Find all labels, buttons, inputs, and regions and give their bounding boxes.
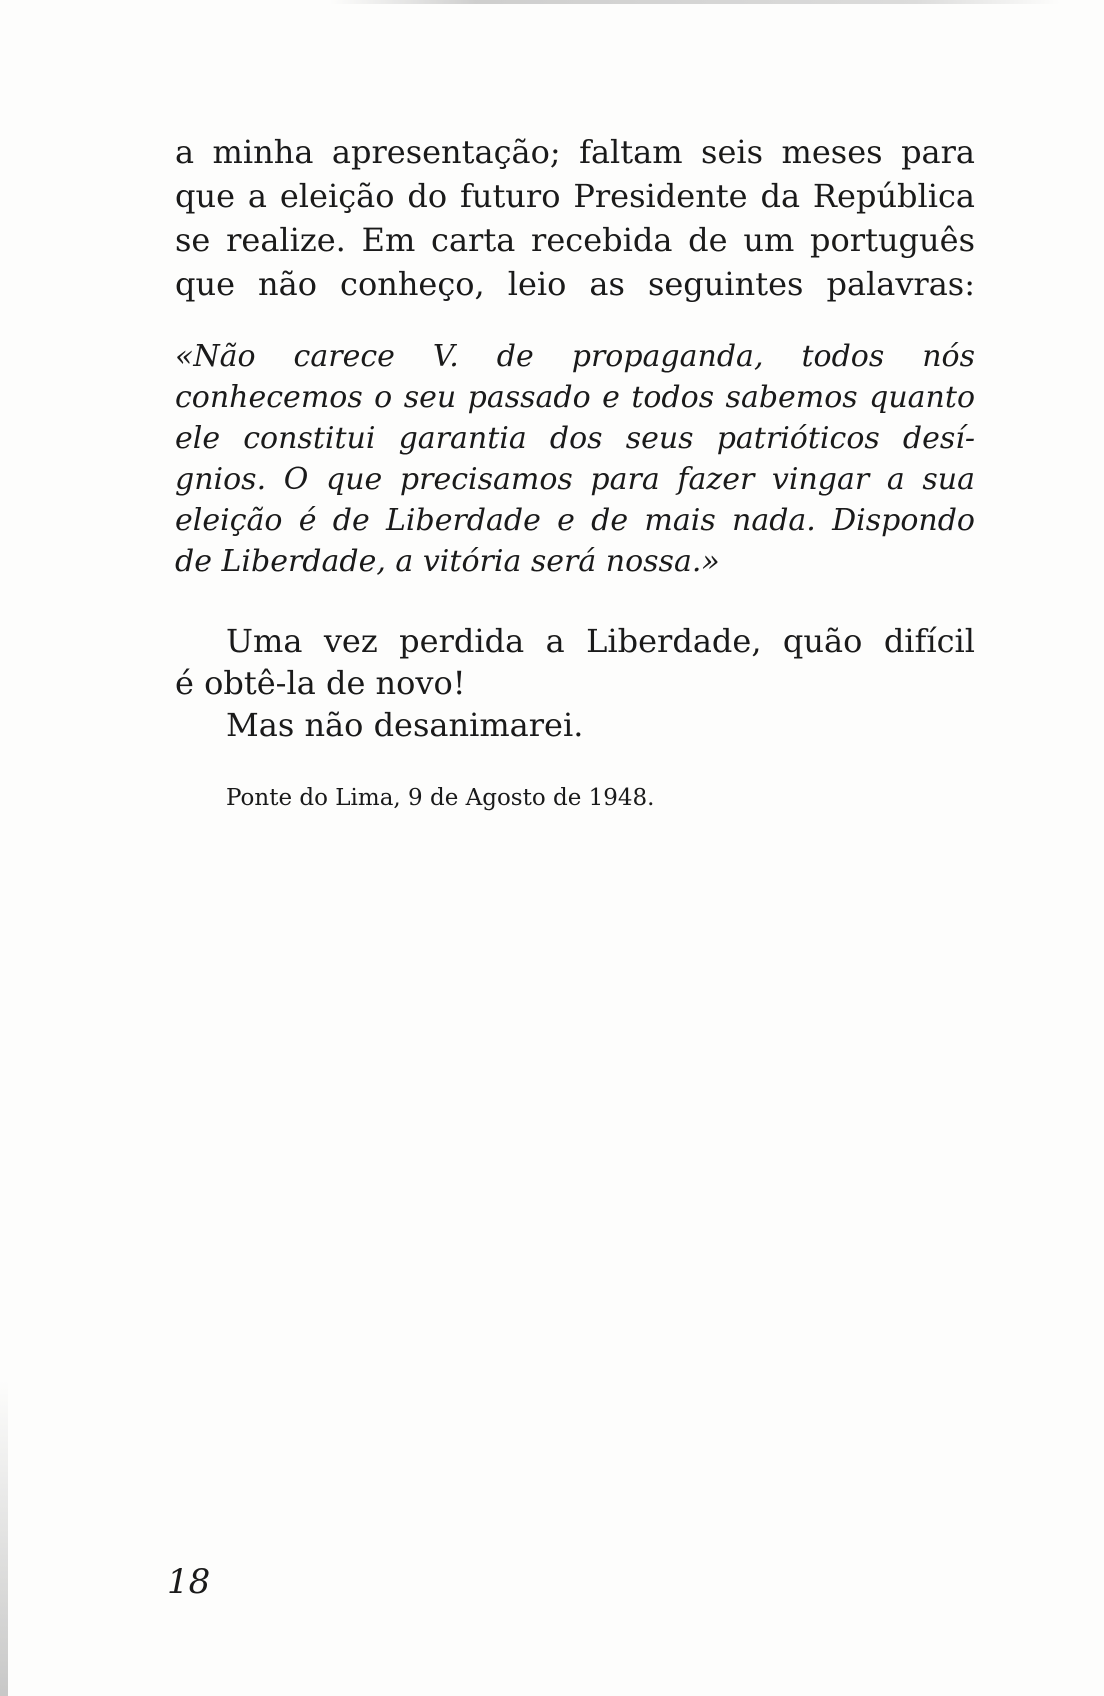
page-body [175, 130, 975, 814]
quote-line: «Não carece V. de propaganda, todos nós [175, 339, 975, 374]
text-line: que não conheço, leio as seguintes palavras: [175, 265, 975, 303]
scan-left-edge [0, 1380, 8, 1696]
quote-line: conhecemos o seu passado e todos sabemos quanto [175, 380, 975, 415]
place-date-signoff: Ponte do Lima, 9 de Agosto de 1948. [226, 785, 655, 811]
text-line: se realize. Em carta recebida de um português [175, 221, 975, 259]
quoted-letter [175, 336, 975, 582]
paragraph-closing [175, 620, 975, 746]
scan-top-edge [330, 0, 1060, 4]
quote-line: eleição é de Liberdade e de mais nada. Dispondo [175, 503, 975, 538]
page-number: 18 [167, 1562, 211, 1602]
text-line: Uma vez perdida a Liberdade, quão difícil [226, 622, 975, 660]
text-line: Mas não desanimarei. [226, 706, 584, 744]
paragraph-intro [175, 130, 975, 306]
quote-line: ele constitui garantia dos seus patrióticos desí- [175, 421, 975, 456]
text-line: que a eleição do futuro Presidente da República [175, 177, 975, 215]
quote-line: gnios. O que precisamos para fazer vingar a sua [175, 462, 975, 497]
text-line: a minha apresentação; faltam seis meses para [175, 133, 975, 171]
text-line: é obtê-la de novo! [175, 664, 466, 702]
quote-line: de Liberdade, a vitória será nossa.» [175, 544, 720, 579]
